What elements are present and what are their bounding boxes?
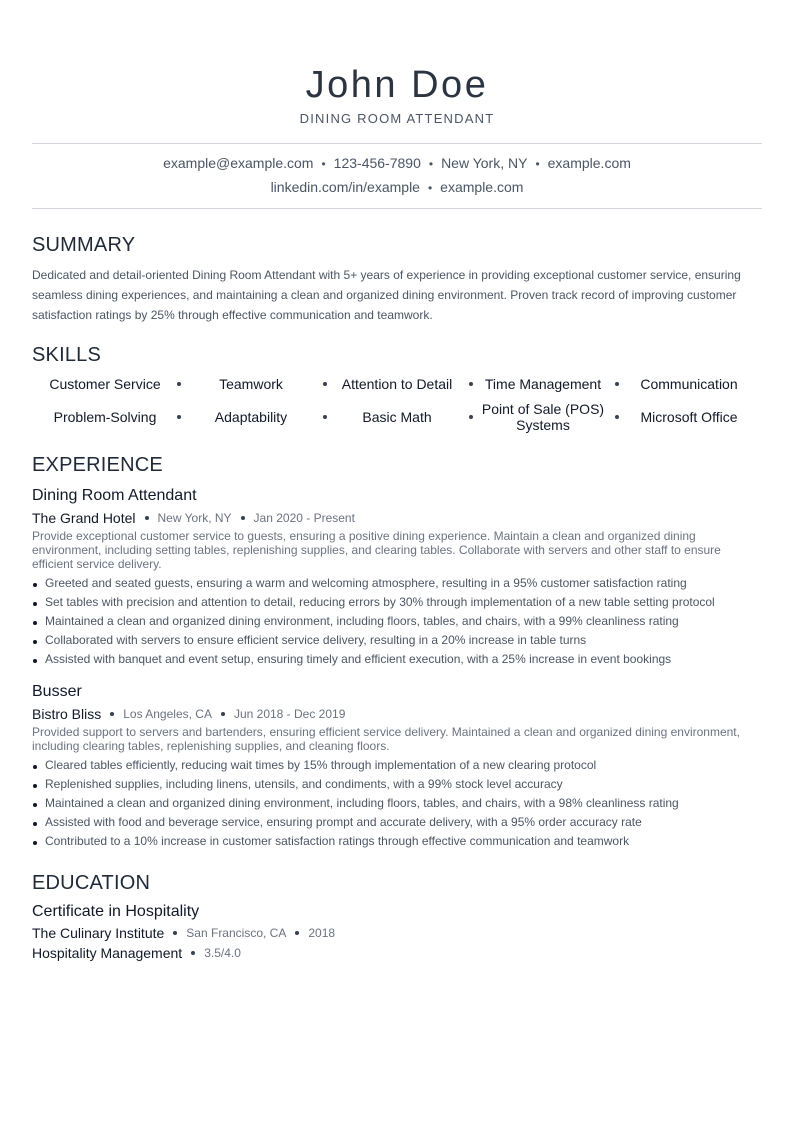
education-location: San Francisco, CA	[186, 926, 287, 940]
skill-item	[178, 373, 324, 395]
contact-phone: 123-456-7890	[333, 155, 421, 171]
skill-label: Teamwork	[219, 376, 283, 392]
skill-item	[178, 401, 324, 433]
skill-label: Customer Service	[49, 376, 161, 392]
skill-item	[32, 401, 178, 433]
bullet-item: Collaborated with servers to ensure efficient service delivery, resulting in a 20% increase in table turns	[32, 631, 762, 650]
meta-separator	[110, 712, 114, 716]
skill-label: Communication	[640, 376, 738, 392]
contact-website: example.com	[547, 155, 631, 171]
job-description: Provided support to servers and bartenders, ensuring efficient service delivery. Maintained a clean and organized dining environment, including clearing tables, replenishing supplies, and cleaning floors.	[32, 725, 740, 753]
job-location: New York, NY	[157, 511, 232, 525]
skill-label: Basic Math	[362, 409, 432, 425]
skill-item	[32, 373, 178, 395]
bullet-item: Replenished supplies, including linens, utensils, and condiments, with a 99% stock level accuracy	[32, 775, 762, 794]
contact-line-1	[32, 152, 762, 176]
skill-item	[470, 401, 616, 433]
contact-email: example@example.com	[163, 155, 314, 171]
experience-heading: EXPERIENCE	[32, 454, 163, 476]
skill-label: Time Management	[484, 376, 602, 392]
job-company: Bistro Bliss	[32, 706, 102, 722]
experience-section	[32, 453, 762, 851]
education-field: Hospitality Management	[32, 945, 183, 961]
skills-grid	[32, 373, 762, 433]
education-heading: EDUCATION	[32, 872, 151, 894]
resume-page	[32, 0, 762, 963]
skill-item	[616, 373, 762, 395]
summary-text: Dedicated and detail-oriented Dining Room Attendant with 5+ years of experience in providing exceptional customer service, ensuring seamless dining experiences, and maintaining a clean and organized dining environment. Proven track record of improving customer satisfaction ratings by 25% through effective communication and teamwork.	[32, 268, 741, 322]
education-gpa: 3.5/4.0	[204, 946, 241, 960]
skill-label: Attention to Detail	[341, 376, 453, 392]
bullet-item: Cleared tables efficiently, reducing wait times by 15% through implementation of a new clearing protocol	[32, 756, 762, 775]
bullet-item: Assisted with food and beverage service, ensuring prompt and accurate delivery, with a 95% order accuracy rate	[32, 813, 762, 832]
job-company: The Grand Hotel	[32, 510, 136, 526]
skills-heading: SKILLS	[32, 344, 102, 366]
education-degree: Certificate in Hospitality	[32, 903, 200, 920]
job-meta	[32, 509, 762, 527]
skills-section	[32, 343, 762, 433]
job-role: Busser	[32, 683, 82, 700]
skill-label: Point of Sale (POS) Systems	[481, 401, 605, 433]
education-school: The Culinary Institute	[32, 925, 165, 941]
meta-separator	[145, 516, 149, 520]
skill-label: Adaptability	[214, 409, 288, 425]
bullet-item: Contributed to a 10% increase in customer satisfaction ratings through effective communication and teamwork	[32, 832, 762, 851]
bullet-item: Maintained a clean and organized dining environment, including floors, tables, and chairs, with a 99% cleanliness rating	[32, 612, 762, 631]
job-location: Los Angeles, CA	[123, 707, 212, 721]
contact-line-2	[32, 176, 762, 200]
bullet-item: Set tables with precision and attention to detail, reducing errors by 30% through implementation of a new table setting protocol	[32, 593, 762, 612]
job-dates: Jun 2018 - Dec 2019	[233, 707, 346, 721]
bullet-item: Maintained a clean and organized dining environment, including floors, tables, and chairs, with a 98% cleanliness rating	[32, 794, 762, 813]
skill-item	[324, 373, 470, 395]
candidate-name: John Doe	[305, 64, 489, 106]
contact-website-2: example.com	[440, 179, 524, 195]
education-school-line	[32, 923, 762, 943]
contact-separator: •	[428, 157, 434, 171]
skill-item	[616, 401, 762, 433]
skill-label: Microsoft Office	[640, 409, 738, 425]
contact-location: New York, NY	[441, 155, 528, 171]
skill-label: Problem-Solving	[53, 409, 157, 425]
education-field-line	[32, 943, 762, 963]
skill-item	[324, 401, 470, 433]
candidate-title: DINING ROOM ATTENDANT	[299, 111, 495, 126]
bullet-item: Assisted with banquet and event setup, ensuring timely and efficient execution, with a 25% increase in event bookings	[32, 650, 762, 669]
education-year: 2018	[308, 926, 336, 940]
meta-separator	[295, 931, 299, 935]
contact-linkedin: linkedin.com/in/example	[270, 179, 420, 195]
meta-separator	[221, 712, 225, 716]
meta-separator	[241, 516, 245, 520]
job-bullets	[32, 574, 762, 669]
job-entry	[32, 681, 762, 851]
summary-section	[32, 233, 762, 325]
contact-separator: •	[427, 181, 433, 195]
job-bullets	[32, 756, 762, 851]
skill-item	[470, 373, 616, 395]
resume-header	[32, 0, 762, 127]
job-entry	[32, 485, 762, 669]
job-role: Dining Room Attendant	[32, 487, 197, 504]
summary-heading: SUMMARY	[32, 234, 136, 256]
contact-separator: •	[535, 157, 540, 171]
job-dates: Jan 2020 - Present	[253, 511, 355, 525]
contact-separator: •	[321, 157, 326, 171]
job-description: Provide exceptional customer service to guests, ensuring a positive dining experience. Maintain a clean and organized dining environment, including setting tables, replenishing supplies, and clearing tables. Collaborate with servers and other staff to ensure efficient service delivery.	[32, 529, 721, 571]
meta-separator	[173, 931, 177, 935]
bullet-item: Greeted and seated guests, ensuring a warm and welcoming atmosphere, resulting in a 95% customer satisfaction rating	[32, 574, 762, 593]
education-section	[32, 871, 762, 963]
meta-separator	[191, 951, 195, 955]
job-meta	[32, 705, 762, 723]
contact-block	[32, 143, 762, 209]
